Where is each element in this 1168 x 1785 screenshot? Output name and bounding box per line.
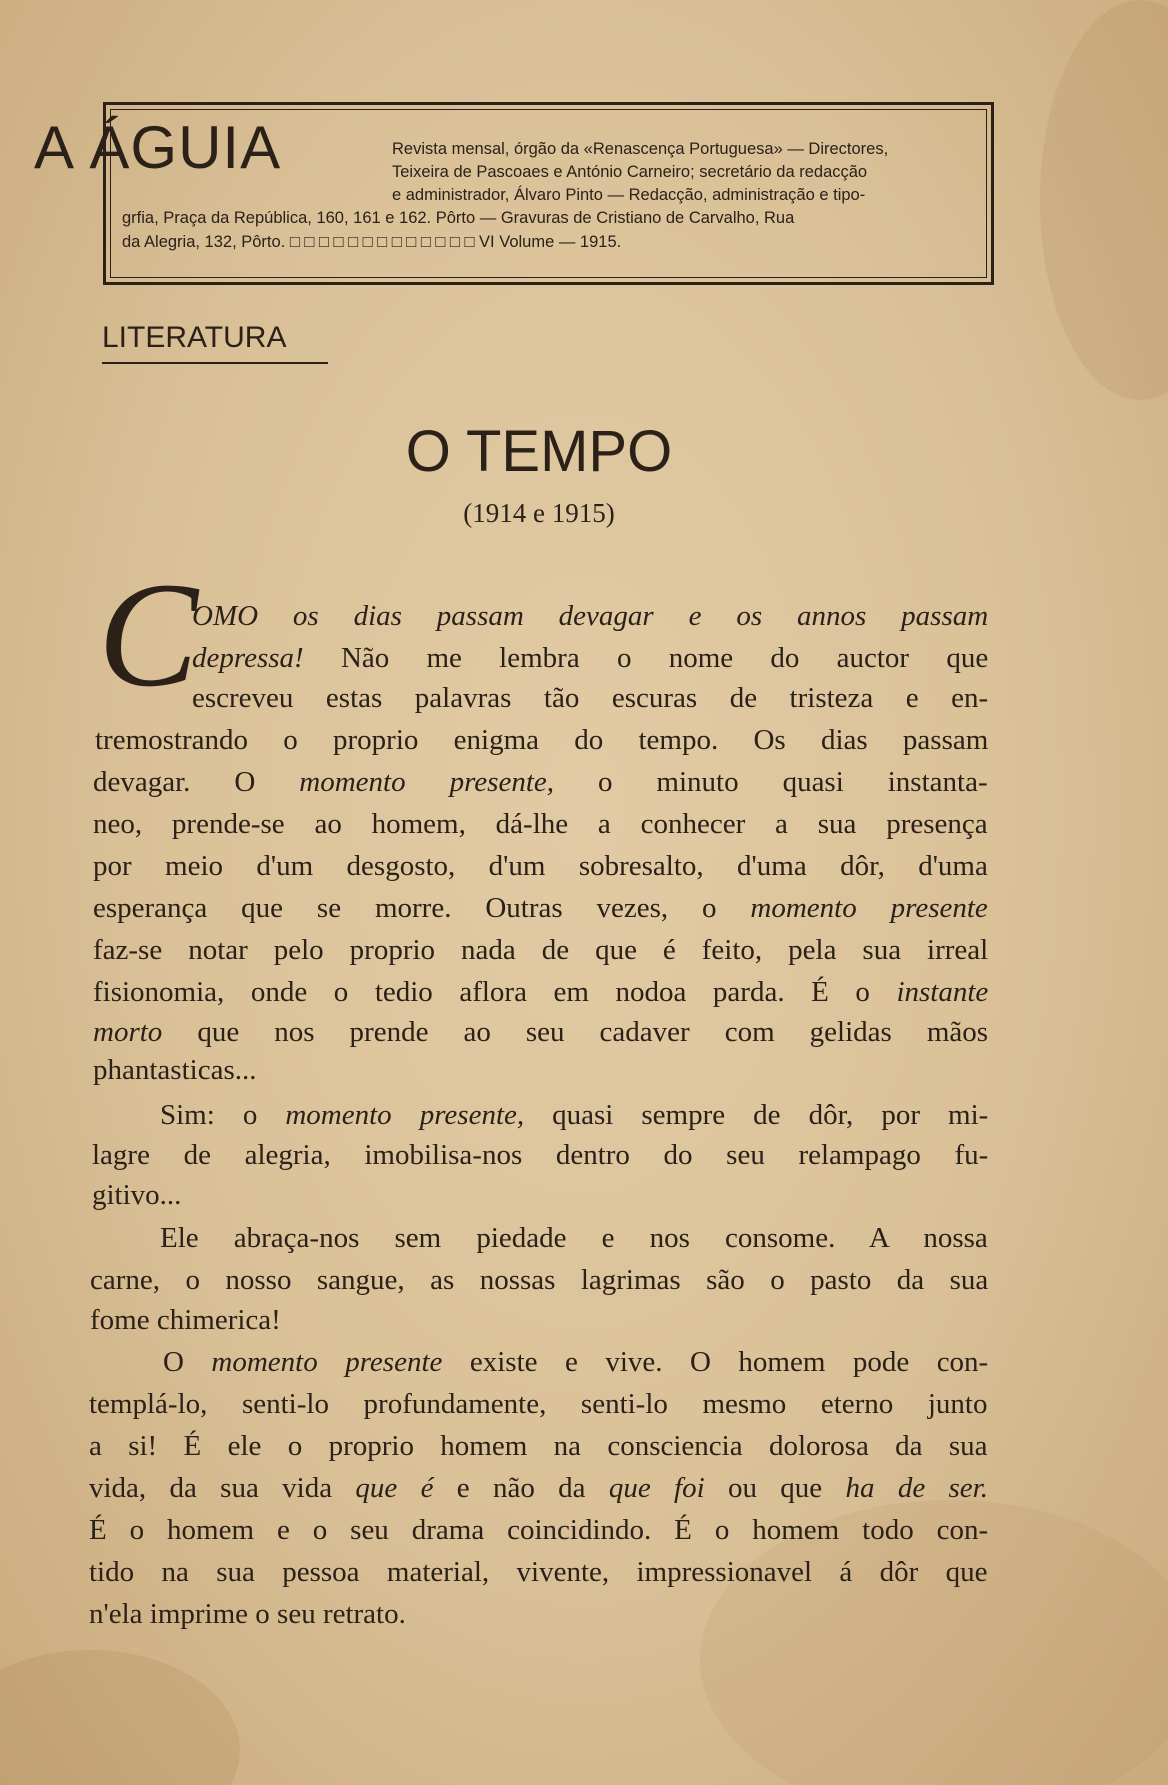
text-line: escreveu estas palavras tão escuras de tristeza e en-	[192, 682, 989, 714]
masthead-line: Teixeira de Pascoaes e António Carneiro; secretário da redacção	[392, 163, 868, 181]
text-line: phantasticas...	[93, 1054, 257, 1086]
masthead-address: da Alegria, 132, Pôrto.	[122, 233, 286, 251]
paper-stain	[0, 1650, 240, 1785]
article-subtitle: (1914 e 1915)	[463, 498, 615, 528]
text-line: vida, da sua vida que é e não da que foi ou que ha de ser.	[89, 1472, 988, 1504]
text-line: carne, o nosso sangue, as nossas lagrimas são o pasto da sua	[90, 1264, 989, 1296]
text-line: morto que nos prende ao seu cadaver com gelidas mãos	[93, 1016, 989, 1048]
article-title: O TEMPO	[405, 419, 673, 484]
text-line: por meio d'um desgosto, d'um sobresalto, d'uma dôr, d'uma	[93, 850, 988, 882]
text-line: fisionomia, onde o tedio aflora em nodoa parda. É o instante	[93, 976, 989, 1008]
text-line: tido na sua pessoa material, vivente, impressionavel á dôr que	[89, 1556, 988, 1588]
volume-info: VI Volume — 1915.	[479, 233, 622, 251]
ornament-boxes: □ □ □ □ □ □ □ □ □ □ □ □ □	[289, 233, 475, 251]
text-line: n'ela imprime o seu retrato.	[89, 1598, 406, 1630]
text-line: templá-lo, senti-lo profundamente, senti-lo mesmo eterno junto	[89, 1388, 988, 1420]
text-line: É o homem e o seu drama coincidindo. É o homem todo con-	[89, 1514, 989, 1546]
text-line: a si! É ele o proprio homem na consciencia dolorosa da sua	[89, 1430, 988, 1462]
masthead-line: Revista mensal, órgão da «Renascença Portuguesa» — Directores,	[392, 140, 889, 158]
journal-title: A ÁGUIA	[34, 114, 282, 181]
text-line: tremostrando o proprio enigma do tempo. Os dias passam	[95, 724, 989, 756]
paper-stain	[1040, 0, 1168, 400]
masthead-line: grfia, Praça da República, 160, 161 e 162. Pôrto — Gravuras de Cristiano de Carvalho, Rua	[122, 209, 795, 227]
text-line: esperança que se morre. Outras vezes, o momento presente	[93, 892, 988, 924]
text-line: O momento presente existe e vive. O homem pode con-	[163, 1346, 989, 1378]
text-line: faz-se notar pelo proprio nada de que é feito, pela sua irreal	[93, 934, 989, 966]
text-line: fome chimerica!	[90, 1304, 281, 1336]
text-line: lagre de alegria, imobilisa-nos dentro do seu relampago fu-	[92, 1139, 989, 1171]
text-line: OMO os dias passam devagar e os annos passam	[192, 600, 989, 632]
text-line: depressa! Não me lembra o nome do auctor que	[192, 642, 989, 674]
text-line: devagar. O momento presente, o minuto quasi instanta-	[93, 766, 988, 798]
section-underline	[102, 362, 328, 364]
drop-cap: C	[98, 552, 199, 718]
text-line: gitivo...	[92, 1179, 182, 1211]
text-line: neo, prende-se ao homem, dá-lhe a conhecer a sua presença	[93, 808, 988, 840]
text-line: Ele abraça-nos sem piedade e nos consome. A nossa	[160, 1222, 988, 1254]
masthead-line: e administrador, Álvaro Pinto — Redacção, administração e tipo-	[392, 186, 866, 204]
masthead-line	[122, 232, 621, 252]
text-line: Sim: o momento presente, quasi sempre de dôr, por mi-	[160, 1099, 989, 1131]
section-heading: LITERATURA	[102, 321, 287, 354]
